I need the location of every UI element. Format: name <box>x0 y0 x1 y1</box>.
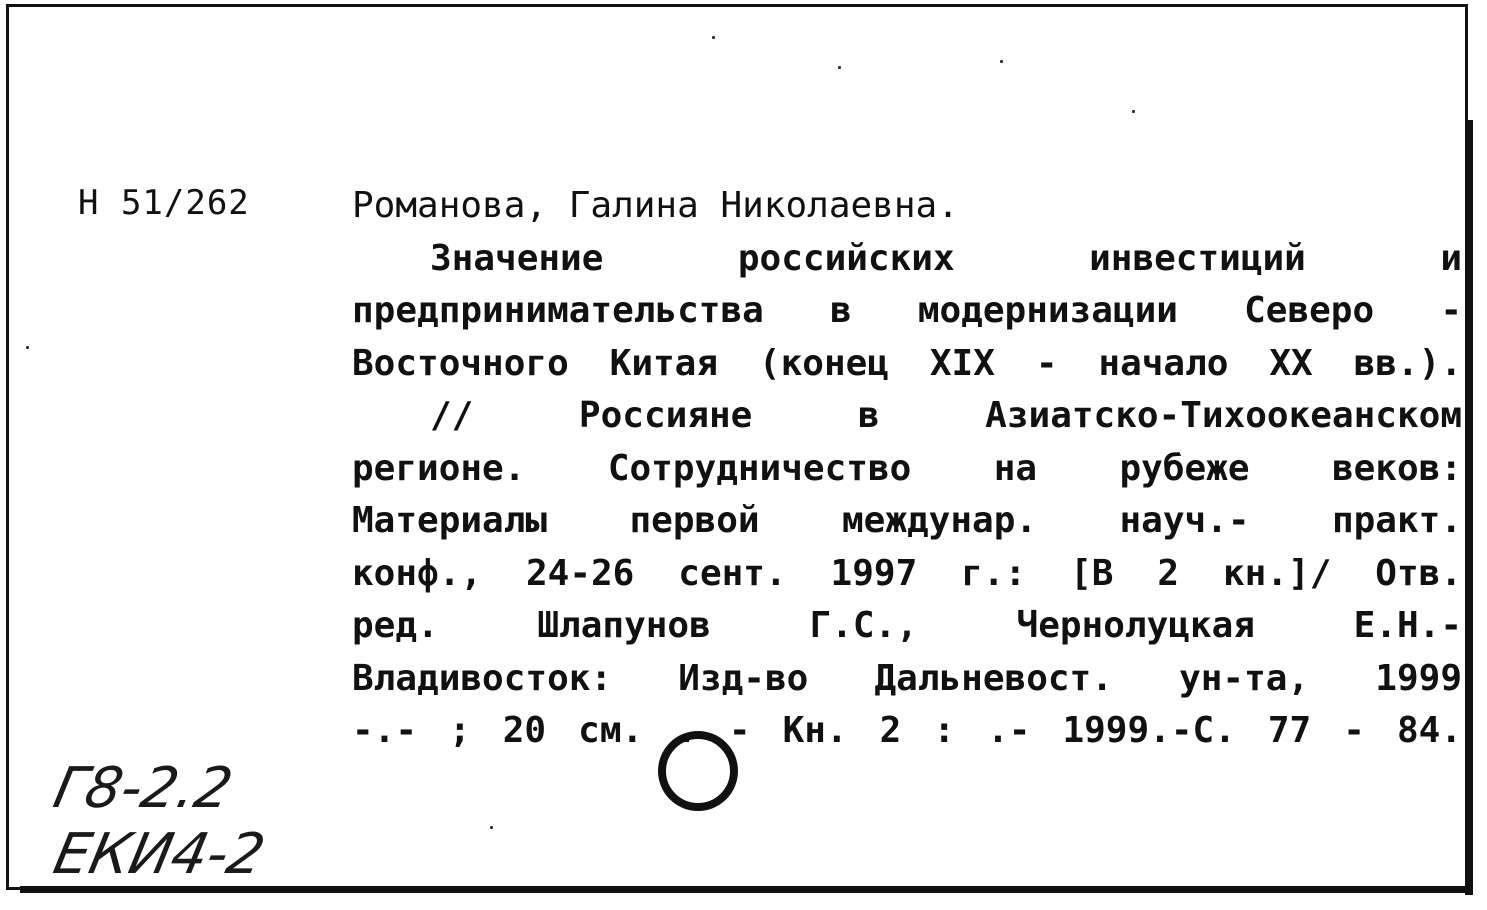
entry-line-6: Материалы первой междунар. науч.- практ. <box>352 500 1462 541</box>
speck <box>1000 60 1003 63</box>
card-edge-right <box>1465 120 1473 895</box>
speck <box>1132 110 1135 113</box>
entry-line-8: ред. Шлапунов Г.С., Чернолуцкая Е.Н.- <box>352 605 1462 646</box>
speck <box>712 36 715 39</box>
handwritten-shelf-mark: Г8-2.2 <box>48 756 239 821</box>
entry-line-7: конф., 24-26 сент. 1997 г.: [В 2 кн.]/ Отв. <box>352 552 1462 594</box>
speck <box>26 346 29 349</box>
entry-line-9: Владивосток: Изд-во Дальневост. ун-та, 1999 <box>352 657 1462 699</box>
entry-line-4: // Россияне в Азиатско-Тихоокеанском <box>430 395 1462 436</box>
card-edge-bottom <box>20 886 1473 893</box>
handwritten-classification: ЕКИ4-2 <box>48 822 271 887</box>
bibliographic-entry <box>352 180 1462 758</box>
entry-line-1: Значение российских инвестиций и <box>430 237 1462 279</box>
speck <box>838 66 841 69</box>
entry-line-5: регионе. Сотрудничество на рубеже веков: <box>352 447 1462 489</box>
author-heading: Романова, Галина Николаевна. <box>352 185 959 226</box>
call-number: Н 51/262 <box>78 183 250 223</box>
entry-line-10: -.- ; 20 см. . - Кн. 2 : .- 1999.-С. 77 - 84. <box>352 710 1462 751</box>
entry-line-3: Восточного Китая (конец XIX - начало XX вв.). <box>352 342 1462 384</box>
card-hole-icon <box>656 729 740 813</box>
entry-line-2: предпринимательства в модернизации Северо - <box>352 290 1462 331</box>
speck <box>490 826 493 829</box>
